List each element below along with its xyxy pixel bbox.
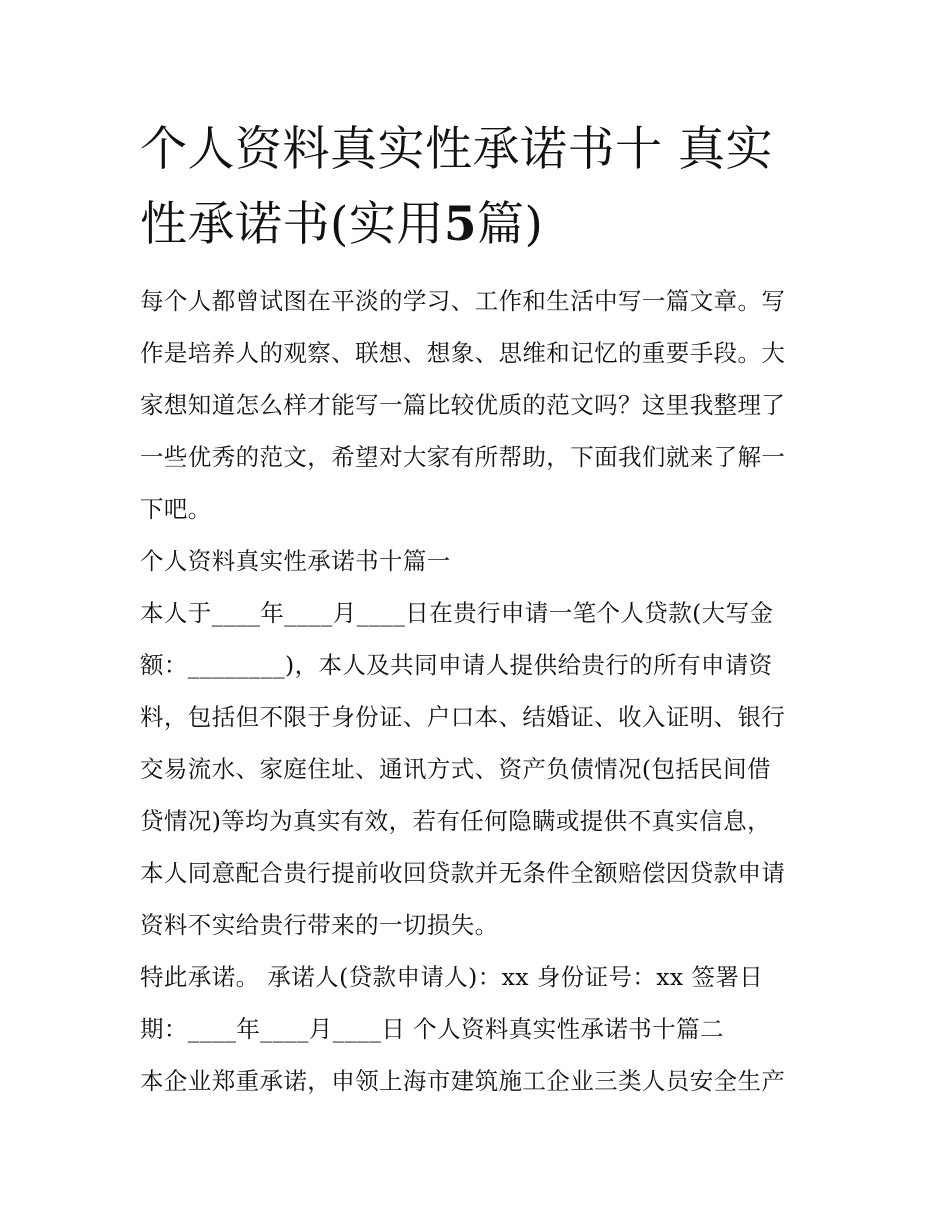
document-title xyxy=(140,112,820,262)
text-line: 交易流水、家庭住址、通讯方式、资产负债情况(包括民间借 xyxy=(140,755,771,783)
text-line: 一些优秀的范文，希望对大家有所帮助，下面我们就来了解一 xyxy=(140,443,786,471)
text-line: 下吧。 xyxy=(140,495,212,523)
text-line: 资料不实给贵行带来的一切损失。 xyxy=(140,911,499,939)
title-text: 性承诺书(实用 xyxy=(140,197,444,252)
document-content xyxy=(140,112,820,1107)
text-line: 本人于____年____月____日在贵行申请一笔个人贷款(大写金 xyxy=(140,599,774,627)
title-line: 个人资料真实性承诺书十 真实 xyxy=(140,122,773,177)
pledge-paragraph xyxy=(140,587,820,951)
title-line xyxy=(140,187,820,262)
text-line: 特此承诺。 承诺人(贷款申请人)：xx 身份证号：xx 签署日 xyxy=(140,963,764,991)
text-line: 家想知道怎么样才能写一篇比较优质的范文吗？这里我整理了 xyxy=(140,391,786,419)
title-text: 篇) xyxy=(477,197,544,252)
text-line: 额：________)，本人及共同申请人提供给贵行的所有申请资 xyxy=(140,651,773,679)
section2-paragraph xyxy=(140,1055,820,1107)
document-body xyxy=(140,275,820,1107)
text-line: 作是培养人的观察、联想、想象、思维和记忆的重要手段。大 xyxy=(140,339,786,367)
text-line: 每个人都曾试图在平淡的学习、工作和生活中写一篇文章。写 xyxy=(140,287,786,315)
text-line: 料，包括但不限于身份证、户口本、结婚证、收入证明、银行 xyxy=(140,703,786,731)
section-heading xyxy=(140,535,820,587)
text-line: 贷情况)等均为真实有效，若有任何隐瞒或提供不真实信息， xyxy=(140,807,771,835)
signature-paragraph xyxy=(140,951,820,1055)
text-line: 本企业郑重承诺，申领上海市建筑施工企业三类人员安全生产 xyxy=(140,1067,786,1095)
intro-paragraph xyxy=(140,275,820,535)
section-heading-text: 个人资料真实性承诺书十篇一 xyxy=(140,547,451,575)
title-number: 5 xyxy=(443,197,478,252)
text-line: 本人同意配合贵行提前收回贷款并无条件全额赔偿因贷款申请 xyxy=(140,859,786,887)
text-line: 期：____年____月____日 个人资料真实性承诺书十篇二 xyxy=(140,1015,724,1043)
